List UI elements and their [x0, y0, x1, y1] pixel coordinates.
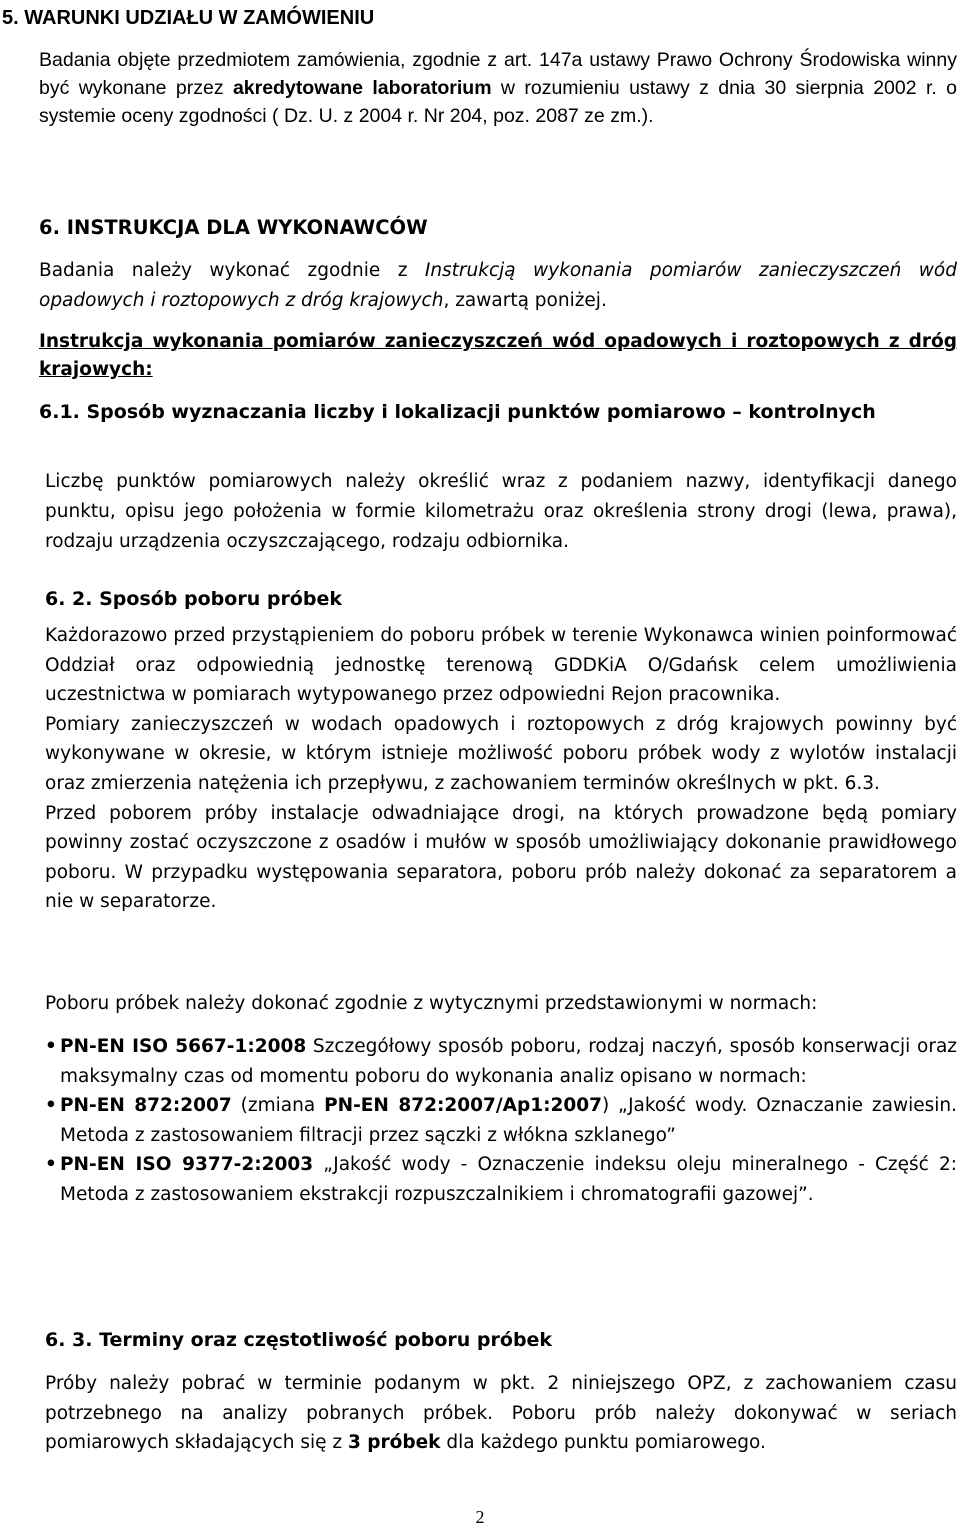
- section-6-1-heading: 6.1. Sposób wyznaczania liczby i lokalizacji punktów pomiarowo – kontrolnych: [39, 401, 876, 423]
- norm-mid-text: (zmiana: [231, 1095, 325, 1117]
- section-6-text-italic: Instrukcją wykonania pomiarów zanieczyszczeń wód opadowych i roztopowych z dróg krajowych: [39, 260, 957, 311]
- section-6-2-paragraph: Pomiary zanieczyszczeń w wodach opadowych i roztopowych z dróg krajowych powinny być wykonywane w okresie, w którym istnieje możliwość poboru próbek wody z wylotów instalacji oraz zmierzenia natężenia ich przepływu, z zachowaniem terminów określnych w pkt. 6.3.: [45, 713, 957, 794]
- norm-description: ) „Jakość wody. Oznaczanie zawiesin. Metoda z zastosowaniem filtracji przez sączki z włókna szklanego”: [60, 1095, 957, 1146]
- norm-description: Szczegółowy sposób poboru, rodzaj naczyń, sposób konserwacji oraz maksymalny czas od momentu poboru do wykonania analiz opisano w normach:: [60, 1036, 957, 1087]
- section-6-3-heading: 6. 3. Terminy oraz częstotliwość poboru próbek: [45, 1329, 553, 1351]
- section-5-text-post: w rozumieniu ustawy z dnia 30 sierpnia 2002 r. o systemie oceny zgodności ( Dz. U. z 2004 r. Nr 204, poz. 2087 ze zm.).: [39, 77, 958, 127]
- list-item: [45, 1091, 957, 1150]
- section-5-text-pre: Badania objęte przedmiotem zamówienia, zgodnie z art. 147a ustawy Prawo Ochrony Środowiska winny być wykonane przez: [39, 49, 957, 99]
- section-6-3-paragraph: [45, 1369, 957, 1458]
- list-item: [45, 1150, 957, 1209]
- section-5-paragraph: [39, 46, 957, 130]
- section-5-heading: 5. WARUNKI UDZIAŁU W ZAMÓWIENIU: [2, 7, 375, 29]
- section-6-3-text-pre: Próby należy pobrać w terminie podanym w pkt. 2 niniejszego OPZ, z zachowaniem czasu potrzebnego na analizy pobranych próbek. Poboru prób należy dokonywać w seriach pomiarowych składających się z: [45, 1373, 957, 1454]
- section-6-paragraph: [39, 256, 957, 316]
- section-6-3-text-bold: 3 próbek: [347, 1432, 441, 1454]
- instruction-title: Instrukcja wykonania pomiarów zanieczyszczeń wód opadowych i roztopowych z dróg krajowych:: [39, 331, 957, 380]
- bullet-icon: •: [45, 1154, 57, 1176]
- section-6-1-paragraph: Liczbę punktów pomiarowych należy określić wraz z podaniem nazwy, identyfikacji danego punktu, opisu jego położenia w formie kilometrażu oraz określenia strony drogi (lewa, prawa), rodzaju urządzenia oczyszczającego, rodzaju odbiornika.: [45, 471, 957, 552]
- section-6-2-paragraph: Przed poborem próby instalacje odwadniające drogi, na których prowadzone będą pomiary powinny zostać oczyszczone z osadów i mułów w sposób umożliwiający dokonanie prawidłowego poboru. W przypadku występowania separatora, poboru prób należy dokonać za separatorem a nie w separatorze.: [45, 802, 957, 913]
- norms-list: [45, 1032, 957, 1210]
- norm-code: PN-EN 872:2007: [60, 1095, 232, 1117]
- norms-intro: Poboru próbek należy dokonać zgodnie z wytycznymi przedstawionymi w normach:: [45, 993, 818, 1014]
- norm-description: „Jakość wody - Oznaczenie indeksu oleju mineralnego - Część 2: Metoda z zastosowaniem ekstrakcji rozpuszczalnikiem i chromatografii gazowej”.: [60, 1154, 957, 1205]
- norm-code: PN-EN ISO 9377-2:2003: [60, 1154, 314, 1176]
- section-6-2-heading: 6. 2. Sposób poboru próbek: [45, 588, 342, 610]
- list-item: [45, 1032, 957, 1091]
- section-6-3-text-post: dla każdego punktu pomiarowego.: [440, 1432, 766, 1454]
- section-5-text-bold: akredytowane laboratorium: [232, 77, 492, 99]
- bullet-icon: •: [45, 1036, 57, 1057]
- section-6-text-post: , zawartą poniżej.: [443, 290, 607, 311]
- bullet-icon: •: [45, 1095, 57, 1117]
- page-number: 2: [475, 1507, 485, 1527]
- norm-code: PN-EN ISO 5667-1:2008: [60, 1036, 307, 1057]
- section-6-2-body: [45, 621, 957, 917]
- section-6-2-paragraph: Każdorazowo przed przystąpieniem do poboru próbek w terenie Wykonawca winien poinformować Oddział oraz odpowiednią jednostkę terenową GDDKiA O/Gdańsk celem umożliwienia uczestnictwa w pomiarach wytypowanego przez odpowiedni Rejon pracownika.: [45, 625, 957, 706]
- section-6-text-pre: Badania należy wykonać zgodnie z: [39, 260, 425, 281]
- norm-code-amendment: PN-EN 872:2007/Ap1:2007: [324, 1095, 602, 1117]
- section-6-heading: 6. INSTRUKCJA DLA WYKONAWCÓW: [39, 216, 428, 239]
